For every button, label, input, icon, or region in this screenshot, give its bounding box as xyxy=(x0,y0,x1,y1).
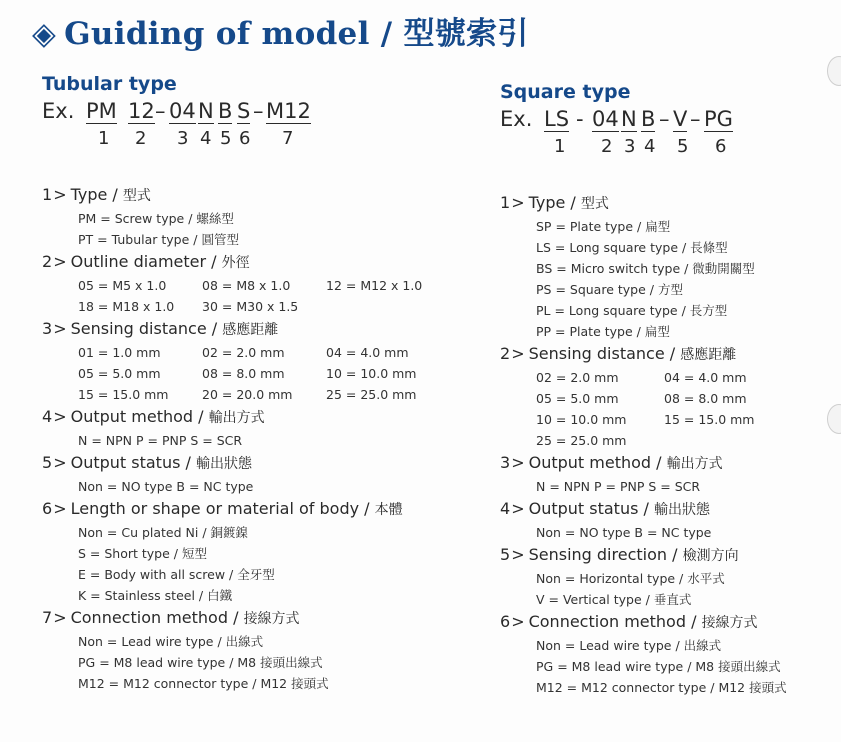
section-heading: 3> Sensing distance / 感應距離 xyxy=(42,319,279,338)
section-heading: 5> Output status / 輸出狀態 xyxy=(42,453,252,472)
chevron-right-icon: > xyxy=(53,185,67,204)
section-title: Output method xyxy=(70,407,194,426)
section-title: Sensing distance xyxy=(70,319,207,338)
option-value: 12 = M12 x 1.0 xyxy=(326,278,423,293)
option-line xyxy=(42,229,482,250)
section-title-cn: 型式 xyxy=(122,188,151,204)
chevron-right-icon: > xyxy=(53,499,67,518)
segment-number: 7 xyxy=(282,128,294,149)
section-heading: 2> Outline diameter / 外徑 xyxy=(42,252,250,271)
section-heading: 7> Connection method / 接線方式 xyxy=(42,608,300,627)
code-separator: - xyxy=(576,107,584,131)
square-type-column xyxy=(500,80,830,698)
section-title-cn: 檢測方向 xyxy=(682,548,739,564)
diamond-icon: ◈ xyxy=(32,16,57,52)
chevron-right-icon: > xyxy=(511,344,525,363)
section-title-cn: 輸出狀態 xyxy=(195,456,252,472)
square-heading: Square type xyxy=(500,81,631,103)
segment-number: 3 xyxy=(624,136,636,157)
option-value: S = Short type / 短型 xyxy=(78,546,207,561)
square-sections xyxy=(500,191,830,698)
section-title-cn: 本體 xyxy=(374,502,403,518)
section-title: Length or shape or material of body xyxy=(70,499,360,518)
segment-number: 5 xyxy=(677,136,689,157)
option-value: 30 = M30 x 1.5 xyxy=(202,299,299,314)
segment-number: 4 xyxy=(200,128,212,149)
option-line xyxy=(42,543,482,564)
chevron-right-icon: > xyxy=(511,193,525,212)
chevron-right-icon: > xyxy=(511,453,525,472)
option-line xyxy=(42,430,482,451)
option-value: M12 = M12 connector type / M12 接頭式 xyxy=(78,676,329,691)
option-value: Non = NO type B = NC type xyxy=(536,525,712,540)
option-value: 05 = 5.0 mm xyxy=(78,366,161,381)
option-value: SP = Plate type / 扁型 xyxy=(536,219,671,234)
option-value: 15 = 15.0 mm xyxy=(664,412,755,427)
option-value: N = NPN P = PNP S = SCR xyxy=(536,479,701,494)
square-example xyxy=(500,105,830,163)
section-title-cn: 外徑 xyxy=(221,255,250,271)
code-separator: – xyxy=(253,99,264,123)
section-title-cn: 型式 xyxy=(580,196,609,212)
section-number: 1 xyxy=(42,185,53,204)
option-value: PP = Plate type / 扁型 xyxy=(536,324,670,339)
option-value: Non = Lead wire type / 出線式 xyxy=(78,634,264,649)
option-value: 10 = 10.0 mm xyxy=(536,412,627,427)
option-value: 01 = 1.0 mm xyxy=(78,345,161,360)
section-number: 3 xyxy=(42,319,53,338)
option-line xyxy=(42,564,482,585)
option-value: PS = Square type / 方型 xyxy=(536,282,683,297)
segment-number: 4 xyxy=(644,136,656,157)
code-segment: N xyxy=(198,99,214,123)
section-title-cn: 感應距離 xyxy=(222,322,279,338)
code-segment: 12 xyxy=(128,99,155,123)
option-value: Non = Cu plated Ni / 銅鍍鎳 xyxy=(78,525,249,540)
code-segment: N xyxy=(621,107,637,131)
section-title-cn: 輸出方式 xyxy=(208,410,265,426)
segment-number: 6 xyxy=(239,128,251,149)
segment-number: 5 xyxy=(220,128,232,149)
option-line xyxy=(42,208,482,229)
option-value: 02 = 2.0 mm xyxy=(536,370,619,385)
section-title: Output method xyxy=(528,453,652,472)
option-line xyxy=(500,522,830,543)
section-number: 5 xyxy=(42,453,53,472)
option-value: 08 = M8 x 1.0 xyxy=(202,278,291,293)
section-number: 7 xyxy=(42,608,53,627)
section-number: 6 xyxy=(500,612,511,631)
section-heading: 6> Connection method / 接線方式 xyxy=(500,612,758,631)
option-value: BS = Micro switch type / 微動開關型 xyxy=(536,261,755,276)
option-line xyxy=(500,635,830,656)
option-line xyxy=(500,300,830,321)
code-segment: PG xyxy=(704,107,733,131)
code-separator: – xyxy=(690,107,701,131)
section-heading: 1> Type / 型式 xyxy=(42,185,151,204)
segment-number: 1 xyxy=(554,136,566,157)
chevron-right-icon: > xyxy=(53,319,67,338)
section-title: Output status xyxy=(70,453,181,472)
option-line xyxy=(500,476,830,497)
option-line xyxy=(42,652,482,673)
section-title: Connection method xyxy=(528,612,686,631)
section-title-cn: 接線方式 xyxy=(701,615,758,631)
tubular-heading: Tubular type xyxy=(42,73,177,95)
option-value: K = Stainless steel / 白鐵 xyxy=(78,588,233,603)
option-value: 18 = M18 x 1.0 xyxy=(78,299,175,314)
section-heading: 1> Type / 型式 xyxy=(500,193,609,212)
option-value: Non = Horizontal type / 水平式 xyxy=(536,571,725,586)
code-segment: M12 xyxy=(266,99,311,123)
section-title: Sensing direction xyxy=(528,545,668,564)
code-segment: B xyxy=(218,99,233,123)
section-title: Connection method xyxy=(70,608,228,627)
section-title-cn: 感應距離 xyxy=(680,347,737,363)
section-number: 4 xyxy=(500,499,511,518)
option-value: PL = Long square type / 長方型 xyxy=(536,303,728,318)
option-line xyxy=(500,430,830,451)
code-segment: PM xyxy=(86,99,117,123)
option-value: 08 = 8.0 mm xyxy=(664,391,747,406)
code-segment: LS xyxy=(544,107,570,131)
option-value: LS = Long square type / 長條型 xyxy=(536,240,728,255)
option-line xyxy=(42,522,482,543)
section-number: 4 xyxy=(42,407,53,426)
code-segment: 04 xyxy=(169,99,196,123)
chevron-right-icon: > xyxy=(53,252,67,271)
section-title: Sensing distance xyxy=(528,344,665,363)
section-heading: 5> Sensing direction / 檢測方向 xyxy=(500,545,739,564)
section-heading: 6> Length or shape or material of body / 本體 xyxy=(42,499,403,518)
option-line xyxy=(500,258,830,279)
option-value: 02 = 2.0 mm xyxy=(202,345,285,360)
option-line xyxy=(500,321,830,342)
option-line xyxy=(42,673,482,694)
section-number: 6 xyxy=(42,499,53,518)
option-value: 25 = 25.0 mm xyxy=(326,387,417,402)
chevron-right-icon: > xyxy=(53,608,67,627)
segment-number: 2 xyxy=(601,136,613,157)
section-heading: 4> Output method / 輸出方式 xyxy=(42,407,265,426)
option-value: Non = Lead wire type / 出線式 xyxy=(536,638,722,653)
option-line xyxy=(500,409,830,430)
option-value: 05 = M5 x 1.0 xyxy=(78,278,167,293)
segment-number: 1 xyxy=(98,128,110,149)
option-value: 08 = 8.0 mm xyxy=(202,366,285,381)
option-line xyxy=(42,363,482,384)
option-value: 15 = 15.0 mm xyxy=(78,387,169,402)
option-value: PG = M8 lead wire type / M8 接頭出線式 xyxy=(78,655,323,670)
chevron-right-icon: > xyxy=(511,612,525,631)
option-line xyxy=(500,589,830,610)
example-prefix: Ex. xyxy=(500,107,533,131)
option-value: 04 = 4.0 mm xyxy=(664,370,747,385)
option-value: 20 = 20.0 mm xyxy=(202,387,293,402)
option-line xyxy=(500,677,830,698)
code-segment: V xyxy=(673,107,688,131)
option-value: PM = Screw type / 螺絲型 xyxy=(78,211,234,226)
example-prefix: Ex. xyxy=(42,99,75,123)
code-separator: – xyxy=(155,99,166,123)
section-title-cn: 接線方式 xyxy=(243,611,300,627)
option-value: 04 = 4.0 mm xyxy=(326,345,409,360)
option-line xyxy=(500,367,830,388)
segment-number: 6 xyxy=(715,136,727,157)
option-value: M12 = M12 connector type / M12 接頭式 xyxy=(536,680,787,695)
segment-number: 2 xyxy=(135,128,147,149)
section-title-cn: 輸出方式 xyxy=(666,456,723,472)
code-segment: S xyxy=(237,99,251,123)
option-line xyxy=(42,384,482,405)
section-heading: 2> Sensing distance / 感應距離 xyxy=(500,344,737,363)
option-line xyxy=(42,476,482,497)
code-segment: 04 xyxy=(592,107,619,131)
section-number: 5 xyxy=(500,545,511,564)
chevron-right-icon: > xyxy=(53,407,67,426)
option-line xyxy=(500,656,830,677)
tubular-sections xyxy=(42,183,482,694)
section-title-cn: 輸出狀態 xyxy=(653,502,710,518)
chevron-right-icon: > xyxy=(53,453,67,472)
chevron-right-icon: > xyxy=(511,545,525,564)
option-line xyxy=(500,568,830,589)
section-number: 2 xyxy=(42,252,53,271)
section-title: Output status xyxy=(528,499,639,518)
option-line xyxy=(42,631,482,652)
option-line xyxy=(500,279,830,300)
option-line xyxy=(42,342,482,363)
code-segment: B xyxy=(641,107,656,131)
option-value: 25 = 25.0 mm xyxy=(536,433,627,448)
section-number: 2 xyxy=(500,344,511,363)
chevron-right-icon: > xyxy=(511,499,525,518)
section-number: 3 xyxy=(500,453,511,472)
option-value: 05 = 5.0 mm xyxy=(536,391,619,406)
option-line xyxy=(500,216,830,237)
tubular-example xyxy=(42,97,482,155)
page-title-text: Guiding of model / 型號索引 xyxy=(64,16,529,52)
option-value: 10 = 10.0 mm xyxy=(326,366,417,381)
option-value: PG = M8 lead wire type / M8 接頭出線式 xyxy=(536,659,781,674)
section-title: Outline diameter xyxy=(70,252,207,271)
tubular-type-column xyxy=(42,72,482,694)
section-heading: 3> Output method / 輸出方式 xyxy=(500,453,723,472)
option-line xyxy=(500,388,830,409)
option-value: V = Vertical type / 垂直式 xyxy=(536,592,692,607)
page-title xyxy=(32,8,529,53)
option-line xyxy=(42,275,482,296)
section-heading: 4> Output status / 輸出狀態 xyxy=(500,499,710,518)
code-separator: – xyxy=(659,107,670,131)
option-line xyxy=(42,585,482,606)
option-line xyxy=(500,237,830,258)
section-number: 1 xyxy=(500,193,511,212)
section-title: Type xyxy=(70,185,108,204)
option-line xyxy=(42,296,482,317)
section-title: Type xyxy=(528,193,566,212)
option-value: PT = Tubular type / 圓管型 xyxy=(78,232,239,247)
segment-number: 3 xyxy=(177,128,189,149)
option-value: E = Body with all screw / 全牙型 xyxy=(78,567,275,582)
option-value: Non = NO type B = NC type xyxy=(78,479,254,494)
option-value: N = NPN P = PNP S = SCR xyxy=(78,433,243,448)
